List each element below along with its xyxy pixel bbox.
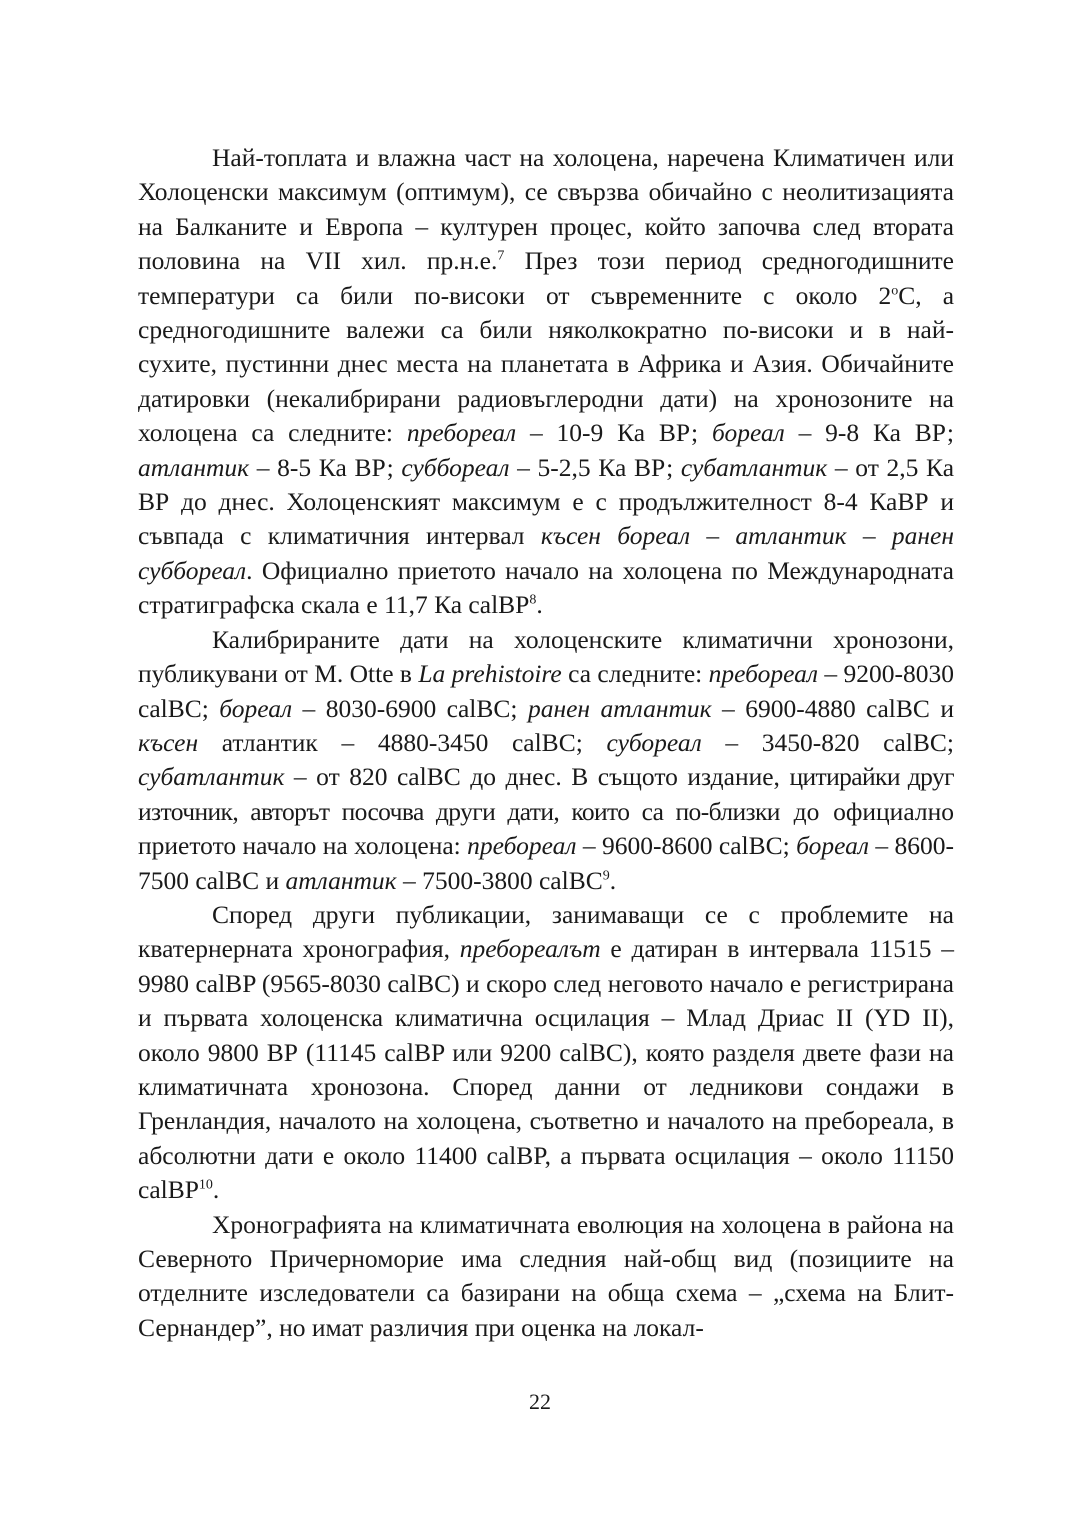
term-atlantic: атлантик (138, 452, 250, 482)
term-preboreal: пребореал (708, 659, 818, 689)
book-title: La prehistoire (418, 659, 562, 689)
footnote-ref-9[interactable]: 9 (602, 868, 610, 884)
text-run: . (609, 865, 617, 895)
text-run: – 8600-7500 calBC и (138, 831, 954, 895)
term-interval: късен бореал – атлантик – ранен суббореал (138, 521, 954, 585)
term-late: късен (138, 727, 199, 757)
paragraph-2 (138, 623, 954, 898)
text-run: . Официално приетото начало на холоцена по Международната стратиграфска скала е 11,7 Ка calBP (138, 555, 954, 620)
text-run: – 6900-4880 calBC и (711, 693, 954, 723)
text-run: . (536, 590, 543, 620)
term-preboreal: пребореалът (459, 934, 601, 964)
text-run-condensed: цитирайки друг източник, авторът посочва други дати, които са по-близки (138, 762, 954, 826)
footnote-ref-7[interactable]: 7 (497, 248, 505, 264)
text-run: – 7500-3800 calBC (396, 865, 603, 895)
term-preboreal: пребореал (467, 831, 577, 861)
footnote-ref-8[interactable]: 8 (529, 592, 537, 608)
text-run: С, а средногодишните валежи са били няколкократно по-високи и в най-сухите, пустинни днес места на планетата в Африка и Азия. Обичайните датировки (некалибрирани радиовъглеродни дати) на хронозоните на холоцена са следните: (138, 280, 955, 448)
text-run: – 9600-8600 calBC; (576, 831, 797, 861)
term-early-atlantic: ранен атлантик (527, 693, 712, 723)
text-run: – 3450-820 calBC; (701, 727, 954, 757)
text-run: Калибрираните дати на холоценските климатични хронозони, публикувани от М. Otte в (138, 624, 954, 689)
term-boreal: бореал (711, 418, 785, 448)
term-subboreal: суббореал (401, 452, 510, 482)
paragraph-4 (138, 1208, 954, 1346)
text-run: – 8030-6900 calBC; (292, 693, 528, 723)
term-subatlantic: субатлантик (680, 452, 828, 482)
paragraph-1 (138, 141, 954, 623)
text-run: . (212, 1175, 220, 1205)
text-run: атлантик – 4880-3450 calBC; (198, 727, 607, 757)
term-boreal: бореал (796, 831, 869, 861)
text-run: са следните: (561, 659, 709, 689)
text-run: Според други публикации, занимаващи се с проблемите на кватернерната хронография, (138, 899, 954, 964)
term-preboreal: пребореал (406, 418, 517, 448)
page-number: 22 (529, 1389, 551, 1414)
term-boreal: бореал (219, 693, 293, 723)
text-run: Най-топлата и влажна част на холоцена, наречена Климатичен или Холоценски максимум (оптимум), се свързва обичайно с неолитизацията на Балканите и Европа – културен процес, който започва след втората половина на VII хил. пр.н.е. (138, 143, 954, 276)
text-run: е датиран в интервала 11515 – 9980 calBP (9565-8030 calBC) и скоро след неговото начало е регистрирана и първата холоценска климатична осцилация – Млад Дриас II (YD II), около 9800 ВР (11145 calBP или 9200 calBC), която разделя двете фази на климатичната хронозона. Според данни от ледникови сондажи в Гренландия, началото на холоцена, съответно и началото на пребореала, в абсолютни дати е около 11400 calBP, а първата осцилация – около 11150 calBP (138, 934, 955, 1205)
text-run: През този период средногодишните температури са били по-високи от съвременните с около 2 (138, 246, 954, 310)
term-atlantic: атлантик (285, 865, 397, 895)
text-run: – 8-5 Ка ВР; (249, 452, 402, 482)
text-run: до официално приетото начало на холоцена: (138, 796, 954, 861)
term-suboreal: субореал (606, 727, 702, 757)
body-text (138, 141, 954, 1345)
text-run: – 10-9 Ка ВР; (516, 418, 712, 448)
text-run: – 5-2,5 Ка ВР; (509, 452, 681, 482)
text-run: – от 820 calBC до днес. В същото издание, (284, 762, 790, 792)
text-run: – 9-8 Ка ВР; (784, 418, 955, 448)
term-subatlantic: субатлантик (138, 762, 285, 792)
text-run: Хронографията на климатичната еволюция на холоцена в района на Северното Причерноморие има следния най-общ вид (позициите на отделните изследователи са базирани на обща схема – „схема на Блит-Сернандер”, но имат различия при оценка на локал- (138, 1209, 954, 1342)
paragraph-3 (138, 898, 954, 1208)
text-run: – 9200-8030 calBC; (138, 659, 954, 723)
footnote-ref-10[interactable]: 10 (198, 1177, 213, 1193)
text-run: – от 2,5 Ка ВР до днес. Холоценският максимум е с продължителност 8-4 КаВР и съвпада с климатичния интервал (138, 452, 955, 551)
degree-mark: o (891, 283, 899, 299)
